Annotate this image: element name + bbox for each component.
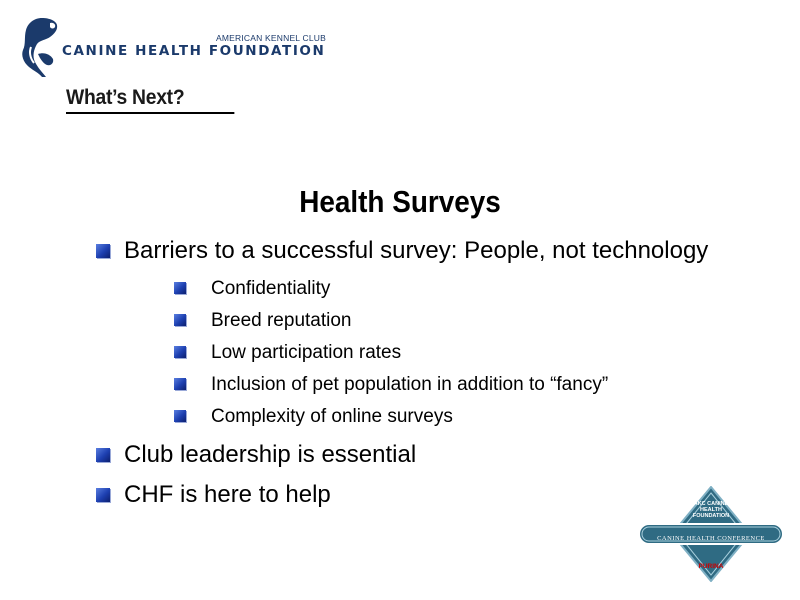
bullet-text: Club leadership is essential — [124, 441, 417, 468]
conference-badge — [636, 486, 786, 582]
sub-bullet-text: Breed reputation — [211, 310, 352, 331]
bullet-item — [92, 235, 712, 433]
badge-top-text: AKC CANINE HEALTH FOUNDATION — [692, 501, 730, 519]
bullet-text: Barriers to a successful survey: People, not technology — [124, 237, 709, 264]
square-bullet-icon — [174, 282, 186, 294]
chf-logo — [20, 14, 326, 80]
square-bullet-icon — [174, 314, 186, 326]
bullet-text: CHF is here to help — [124, 481, 331, 508]
sub-bullet-item — [174, 401, 712, 433]
square-bullet-icon — [174, 346, 186, 358]
logo-org-name: CANINE HEALTH FOUNDATION — [62, 43, 326, 59]
badge-bottom-text: PURINA — [698, 563, 724, 570]
section-heading: What’s Next? — [66, 86, 234, 114]
slide-title: Health Surveys — [299, 184, 501, 219]
sub-bullet-item — [174, 337, 712, 369]
logo-org-top: AMERICAN KENNEL CLUB — [216, 33, 326, 43]
sub-bullet-text: Low participation rates — [211, 342, 402, 363]
sub-bullet-item — [174, 305, 712, 337]
bullet-item — [92, 439, 712, 471]
square-bullet-icon — [174, 410, 186, 422]
sub-bullet-text: Complexity of online surveys — [211, 406, 453, 427]
square-bullet-icon — [96, 448, 110, 462]
square-bullet-icon — [96, 244, 110, 258]
dog-head-icon — [20, 14, 64, 80]
bullet-list — [92, 235, 712, 511]
square-bullet-icon — [174, 378, 186, 390]
sub-bullet-item — [174, 369, 712, 401]
sub-bullet-text: Inclusion of pet population in addition to “fancy” — [211, 374, 609, 395]
square-bullet-icon — [96, 488, 110, 502]
sub-bullet-item — [174, 273, 712, 305]
badge-band-text: CANINE HEALTH CONFERENCE — [657, 535, 765, 542]
sub-bullet-list — [124, 273, 712, 433]
bullet-item — [92, 479, 712, 511]
sub-bullet-text: Confidentiality — [211, 278, 331, 299]
